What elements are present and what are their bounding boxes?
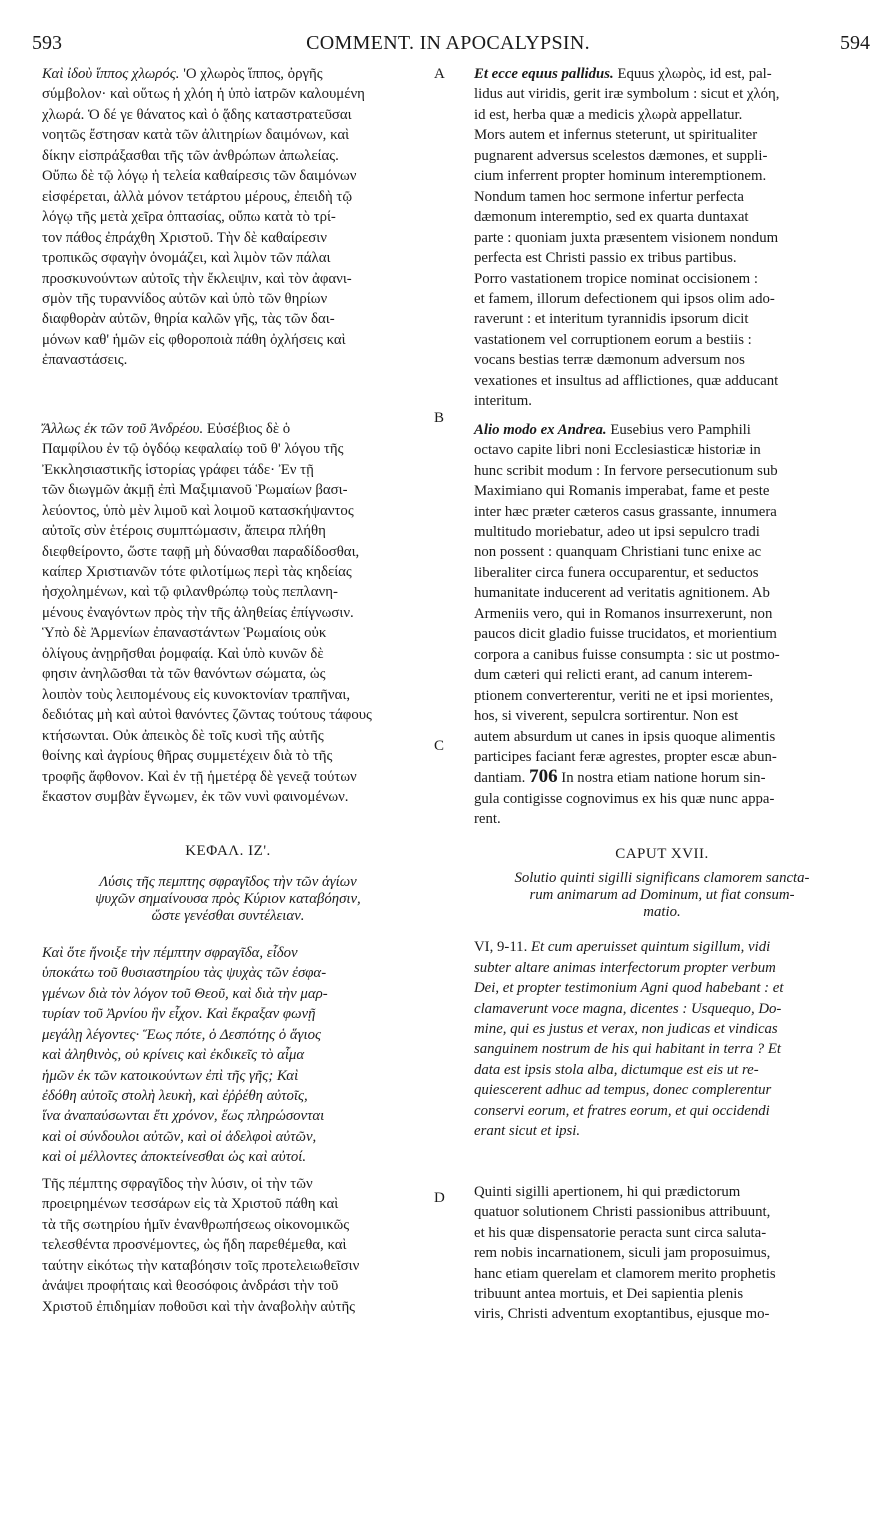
greek-line: διεφθείροντο, ὥστε ταφῇ μὴ δύνασθαι παραδίδοσθαι, xyxy=(42,543,360,560)
latin-line: Eusebius vero Pamphili xyxy=(610,421,751,438)
page-number-left: 593 xyxy=(32,32,62,54)
greek-line: χλωρά. Ὁ δέ γε θάνατος καὶ ὁ ᾅδης καταστρατεῦσαι xyxy=(42,106,352,123)
greek-line: Παμφίλου ἐν τῷ ὀγδόῳ κεφαλαίῳ τοῦ θ' λόγου τῆς xyxy=(42,441,344,458)
latin-scripture xyxy=(458,937,866,1142)
greek-line: λεύοντος, ὑπὸ μὲν λιμοῦ καὶ λοιμοῦ κατασκήψαντος xyxy=(42,502,354,519)
greek-line: ὀλίγους ἀνῃρῆσθαι ῥομφαίᾳ. Καὶ ὑπὸ κυνῶν δὲ xyxy=(42,645,324,662)
greek-paragraph-1 xyxy=(26,64,430,371)
latin-line: lidus aut viridis, gerit iræ symbolum : sicut et χλόη, xyxy=(474,86,780,103)
greek-line: ταύτην εἰκότως τὴν καταβόησιν τοῖς προτελειωθεῖσιν xyxy=(42,1257,360,1274)
latin-lemma-2: Alio modo ex Andrea. xyxy=(474,421,607,438)
greek-scripture-line: τυρίαν τοῦ Ἀρνίου ἣν εἶχον. Καὶ ἔκραξαν φωνῇ xyxy=(42,1006,316,1023)
latin-rubric-line: matio. xyxy=(643,904,681,921)
greek-column xyxy=(26,64,430,1317)
margin-letter-d: D xyxy=(434,1190,445,1206)
greek-line: φησιν ἀνηλῶσθαι τὰ τῶν θανόντων σώματα, ὡς xyxy=(42,666,326,683)
greek-scripture xyxy=(26,943,430,1168)
latin-line: cium inferrent propter hominum interemptionem. xyxy=(474,168,767,185)
greek-line: τροφῆς ἄφθονον. Καὶ ἐν τῇ ἡμετέρᾳ δὲ γενεᾷ τούτων xyxy=(42,768,357,785)
latin-line: parte : quoniam juxta præsentem visionem nondum xyxy=(474,229,779,246)
scripture-reference: VI, 9-11. xyxy=(474,939,528,956)
greek-line: Χριστοῦ ἐπιδημίαν ποθοῦσι καὶ τὴν ἀναβολὴν αὐτῆς xyxy=(42,1298,356,1315)
latin-line: hunc scribit modum : In fervore persecutionum sub xyxy=(474,462,778,479)
running-header xyxy=(20,32,876,58)
latin-line: liberaliter circa funera occuparentur, et seductos xyxy=(474,564,759,581)
latin-line: interitum. xyxy=(474,393,532,410)
greek-rubric-line: Λύσις τῆς πεμπτης σφραγῖδος τὴν τῶν ἁγίων xyxy=(99,873,357,890)
greek-scripture-line: ἡμῶν ἐκ τῶν κατοικούντων ἐπὶ τῆς γῆς; Καὶ xyxy=(42,1067,299,1084)
greek-line: καίπερ Χριστιανῶν τότε φιλοτίμως περὶ τὰς κηδείας xyxy=(42,563,352,580)
latin-scripture-line: quiescerent adhuc ad tempus, donec complerentur xyxy=(474,1082,772,1099)
greek-scripture-line: μεγάλῃ λέγοντες· Ἕως πότε, ὁ Δεσπότης ὁ ἅγιος xyxy=(42,1026,322,1043)
latin-line: et his quæ dispensatorie peracta sunt circa saluta- xyxy=(474,1224,767,1241)
latin-line: non possent : quanquam Christiani tunc enixe ac xyxy=(474,544,762,561)
latin-line: hos, si viverent, sepulcra sortirentur. Non est xyxy=(474,708,739,725)
greek-line: Οὔπω δὲ τῷ λόγῳ ἡ τελεία καθαίρεσις τῶν δαιμόνων xyxy=(42,168,357,185)
latin-paragraph-3 xyxy=(458,1182,866,1325)
latin-line: raverunt : et interitum tyrannidis ipsorum dicit xyxy=(474,311,749,328)
latin-scripture-line: conservi eorum, et fratres eorum, et qui occidendi xyxy=(474,1102,770,1119)
greek-line: μόνων καθ' ἡμῶν εἰς φθοροποιὰ πάθη ὀχλήσεις καὶ xyxy=(42,331,346,348)
greek-line: προσκυνούντων αὐτοῖς τὴν ἔκλειψιν, καὶ τὸν ἀφανι- xyxy=(42,270,352,287)
greek-scripture-line: ἵνα ἀναπαύσωνται ἔτι χρόνον, ἕως πληρώσονται xyxy=(42,1108,325,1125)
greek-line: μένους ἐναγόντων πρὸς τὴν τῆς ἀληθείας ἐπίγνωσιν. xyxy=(42,604,354,621)
margin-letter-b: B xyxy=(434,410,445,426)
latin-line: multitudo moriebatur, adeo ut ipsi sepulcro tradi xyxy=(474,523,760,540)
greek-line: Τῆς πέμπτης σφραγῖδος τὴν λύσιν, οἱ τὴν τῶν xyxy=(42,1175,313,1192)
latin-line: rent. xyxy=(474,811,501,828)
latin-line: dum cæteri qui relicti erant, ad canum interem- xyxy=(474,667,753,684)
latin-line: Mors autem et infernus steterunt, ut spiritualiter xyxy=(474,127,758,144)
latin-line: participes faciant feræ agrestes, propter escæ abun- xyxy=(474,748,777,765)
latin-line: Armeniis vero, qui in Romanos insurrexerunt, non xyxy=(474,605,773,622)
greek-lemma-2: Ἄλλως ἐκ τῶν τοῦ Ἀνδρέου. xyxy=(42,420,204,437)
latin-line: paucos dicit gladio fuisse trucidatos, et morientium xyxy=(474,626,777,643)
greek-scripture-line: γμένων διὰ τὸν λόγον τοῦ Θεοῦ, καὶ διὰ τὴν μαρ- xyxy=(42,985,328,1002)
latin-paragraph-2 xyxy=(458,420,866,830)
latin-line-fragment: In nostra etiam natione horum sin- xyxy=(561,770,766,787)
greek-line: σύμβολον· καὶ οὕτως ἡ χλόη ἡ ὑπὸ ἰατρῶν καλουμένη xyxy=(42,86,365,103)
latin-line: quatuor solutionem Christi passionibus attribuunt, xyxy=(474,1204,771,1221)
greek-scripture-line: καὶ ἀληθινὸς, οὐ κρίνεις καὶ ἐκδικεῖς τὸ αἷμα xyxy=(42,1047,305,1064)
greek-line: τον πάθος ἐπράχθη Χριστοῦ. Τὴν δὲ καθαίρεσιν xyxy=(42,229,327,246)
greek-line: ἕκαστον συμβὰν ἔγνωμεν, ἐκ τῶν νυνὶ φαινομένων. xyxy=(42,788,349,805)
latin-scripture-line: mine, qui es justus et verax, non judicas et vindicas xyxy=(474,1021,778,1038)
latin-line: viris, Christi adventum exoptantibus, ejusque mo- xyxy=(474,1306,770,1323)
latin-line: vastationem vel corruptionem eorum a bestiis : xyxy=(474,331,752,348)
latin-line: Equus χλωρὸς, id est, pal- xyxy=(617,66,772,82)
greek-scripture-line: καὶ οἱ σύνδουλοι αὐτῶν, καὶ οἱ ἀδελφοὶ αὐτῶν, xyxy=(42,1128,317,1145)
latin-line: dæmonum interemptio, sed ex quarta duntaxat xyxy=(474,209,749,226)
margin-letter-a: A xyxy=(434,66,445,82)
greek-scripture-line: καὶ οἱ μέλλοντες ἀποκτείνεσθαι ὡς καὶ αὐτοί. xyxy=(42,1149,307,1166)
greek-line: δεδιότας μὴ καὶ αὐτοὶ θανόντες ζῶντας τούτους τάφους xyxy=(42,707,372,724)
greek-line: αὐτοῖς σὺν ἑτέροις συμπτώμασιν, ἄπειρα πλήθη xyxy=(42,523,326,540)
greek-line: λόγῳ τῆς μετὰ χεῖρα ὀπτασίας, οὔπω κατὰ τὸ τρί- xyxy=(42,209,336,226)
latin-rubric-line: rum animarum ad Dominum, ut fiat consum- xyxy=(529,887,795,904)
column-number: 706 xyxy=(529,766,558,788)
latin-scripture-line: Dei, et propter testimonium Agni quod habebant : et xyxy=(474,980,784,997)
latin-line: Porro vastationem tropice nominat occisionem : xyxy=(474,270,758,287)
latin-line: et famem, illorum defectionem qui ipsos olim ado- xyxy=(474,290,775,307)
latin-scripture-line: data est ipsis stola alba, dictumque est eis ut re- xyxy=(474,1061,759,1078)
greek-line: Ἐκκλησιαστικῆς ἱστορίας γράφει τάδε· Ἐν τῇ xyxy=(42,461,314,478)
latin-line: ptionem converterentur, veriti ne et ipsi morientes, xyxy=(474,687,774,704)
greek-line: σμὸν τῆς τυραννίδος αὐτῶν καὶ ὑπὸ τῶν θηρίων xyxy=(42,290,328,307)
greek-line: νοητῶς ἔστησαν κατὰ τῶν ἀλιτηρίων δαιμόνων, καὶ xyxy=(42,127,350,144)
greek-line: δίκην εἰσπράξασθαι τῆς τῶν ἀνθρώπων ἀπωλείας. xyxy=(42,147,339,164)
greek-rubric-line: ὥστε γενέσθαι συντέλειαν. xyxy=(151,907,305,924)
latin-line: vocans bestias terræ dæmonum adversum nos xyxy=(474,352,745,369)
latin-line: autem absurdum ut canes in ipsis quoque alimentis xyxy=(474,728,776,745)
greek-line: ἀνάψει προφήταις καὶ θεοσόφοις ἀνδράσι τὴν τοῦ xyxy=(42,1278,339,1295)
latin-line: Maximiano qui Romanis imperabat, fame et peste xyxy=(474,483,770,500)
latin-line: humanitate inducerent ad veritatis agnitionem. Ab xyxy=(474,585,770,602)
latin-rubric-line: Solutio quinti sigilli significans clamorem sancta- xyxy=(514,870,810,887)
latin-chapter-rubric xyxy=(458,870,866,921)
latin-line: id est, herba quæ a medicis χλωρὰ appellatur. xyxy=(474,106,743,123)
latin-line: hanc etiam querelam et clamorem merito prophetis xyxy=(474,1265,776,1282)
greek-line: 'Ο χλωρὸς ἵππος, ὀργῆς xyxy=(183,66,323,82)
latin-scripture-line: clamaverunt voce magna, dicentes : Usquequo, Do- xyxy=(474,1000,782,1017)
latin-scripture-line: subter altare animas interfectorum propter verbum xyxy=(474,959,776,976)
greek-chapter-heading: ΚΕΦΑΛ. ΙΖ'. xyxy=(185,843,271,860)
latin-scripture-line: erant sicut et ipsi. xyxy=(474,1123,581,1140)
latin-lemma-1: Et ecce equus pallidus. xyxy=(474,66,614,82)
running-title: COMMENT. IN APOCALYPSIN. xyxy=(306,32,590,54)
greek-scripture-line: ὑποκάτω τοῦ θυσιαστηρίου τὰς ψυχὰς τῶν ἐσφα- xyxy=(42,965,327,982)
greek-line: διαφθορὰν αὐτῶν, θηρία καλῶν γῆς, τὰς τῶν δαι- xyxy=(42,311,335,328)
latin-line-with-column-number xyxy=(458,767,866,788)
greek-scripture-line: ἐδόθη αὐτοῖς στολὴ λευκὴ, καὶ ἐῤῥέθη αὐτοῖς, xyxy=(42,1088,308,1105)
greek-line: θοίνης καὶ ἀγρίους θῆρας συμμετέχειν διὰ τὸ τῆς xyxy=(42,748,333,765)
greek-scripture-line: Καὶ ὅτε ἤνοιξε τὴν πέμπτην σφραγῖδα, εἶδον xyxy=(42,944,298,961)
greek-chapter-rubric xyxy=(26,874,430,925)
latin-line: vexationes et insultus ad afflictiones, quæ adducant xyxy=(474,372,779,389)
latin-scripture-line: Et cum aperuisset quintum sigillum, vidi xyxy=(531,939,771,956)
latin-line: pugnarent adversus scelestos dæmones, et suppli- xyxy=(474,147,768,164)
greek-paragraph-2 xyxy=(26,419,430,808)
greek-lemma-1: Καὶ ἰδοὺ ἵππος χλωρός. xyxy=(42,66,180,82)
latin-scripture-line: sanguinem nostrum de his qui habitant in terra ? Et xyxy=(474,1041,782,1058)
page-number-right: 594 xyxy=(840,32,870,54)
greek-line: κτήσωνται. Οὐκ ἀπεικὸς δὲ τοῖς κυσὶ τῆς αὐτῆς xyxy=(42,727,324,744)
latin-line: octavo capite libri noni Ecclesiasticæ historiæ in xyxy=(474,442,761,459)
margin-letter-c: C xyxy=(434,738,445,754)
greek-line: ἐπαναστάσεις. xyxy=(42,352,128,369)
greek-line: εἰσφέρεται, ἀλλὰ μόνον τετάρτου μέρους, ἐπειδὴ τῷ xyxy=(42,188,353,205)
latin-column xyxy=(458,64,866,1325)
greek-line: τὰ τῆς σωτηρίου ἡμῖν ἐνανθρωπήσεως οἰκονομικῶς xyxy=(42,1216,350,1233)
greek-line: τελεσθέντα προσνέμοντες, ὡς ἤδη παρεθέμεθα, καὶ xyxy=(42,1237,347,1254)
latin-line-fragment: dantiam. xyxy=(474,770,526,787)
greek-line: προειρημένων τεσσάρων εἰς τὰ Χριστοῦ πάθη καὶ xyxy=(42,1196,339,1213)
latin-line: rem nobis incarnationem, siculi jam proposuimus, xyxy=(474,1245,771,1262)
greek-paragraph-3 xyxy=(26,1174,430,1317)
latin-line: tribuunt antea mortuis, et Dei sapientia plenis xyxy=(474,1286,744,1303)
greek-line: τροπικῶς σφαγὴν ὀνομάζει, καὶ λιμὸν τῶν πάλαι xyxy=(42,250,331,267)
latin-chapter-heading: CAPUT XVII. xyxy=(615,845,709,862)
greek-line: λοιπὸν τοὺς λειπομένους εἰς κυνοκτονίαν τραπῆναι, xyxy=(42,686,351,703)
greek-rubric-line: ψυχῶν σημαίνουσα πρὸς Κύριον καταβόησιν, xyxy=(95,890,361,907)
latin-line: inter hæc præter cæteros casus grassante, innumera xyxy=(474,503,777,520)
latin-paragraph-1 xyxy=(458,64,866,412)
greek-line: τῶν διωγμῶν ἀκμῇ ἐπὶ Μαξιμιανοῦ Ῥωμαίων βασι- xyxy=(42,482,348,499)
greek-line: Ὑπὸ δὲ Ἀρμενίων ἐπαναστάντων Ῥωμαίοις οὐκ xyxy=(42,625,327,642)
latin-line: corpora a canibus fuisse consumpta : sic ut postmo- xyxy=(474,646,780,663)
greek-line: ἠσχολημένων, καὶ τῷ φιλανθρώπῳ τοὺς πεπλανη- xyxy=(42,584,338,601)
latin-line: gula contigisse cognovimus ex his quæ nunc appa- xyxy=(474,790,775,807)
latin-line: Quinti sigilli apertionem, hi qui prædictorum xyxy=(474,1183,741,1200)
latin-line: perfecta est Christi passio ex tribus partibus. xyxy=(474,250,737,267)
latin-line: Nondum tamen hoc sermone infertur perfecta xyxy=(474,188,744,205)
greek-line: Εὐσέβιος δὲ ὁ xyxy=(206,420,291,437)
